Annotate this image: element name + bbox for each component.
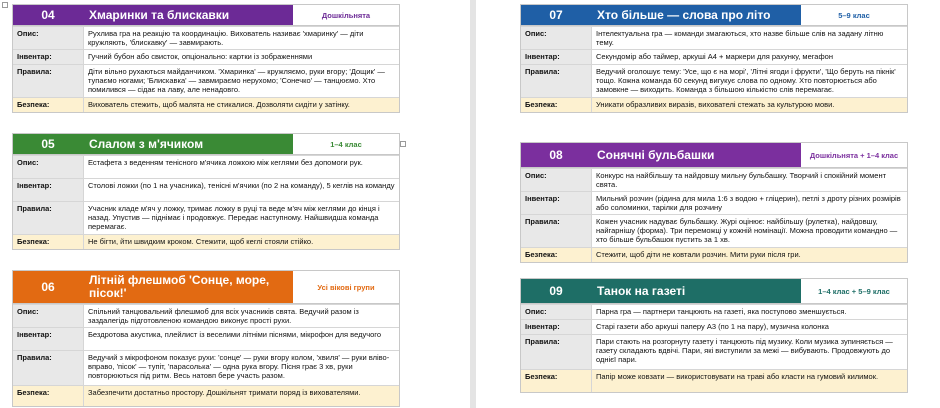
card-number: 04: [13, 5, 83, 25]
card-number: 07: [521, 5, 591, 25]
card-row: [13, 304, 399, 327]
row-value: Пари стають на розгорнуту газету і танцюють під музику. Коли музика зупиняється — газету складають вдвічі. Пари, які виступили за межі — вибувають. Продовжують до однієї пари.: [591, 335, 907, 369]
card-title: Слалом з м'ячиком: [83, 134, 293, 154]
card-row: [13, 178, 399, 201]
row-value: Забезпечити достатньо простору. Дошкільнят тримати поряд із вихователями.: [83, 386, 399, 406]
row-value: Учасник кладе м'яч у ложку, тримає ложку в руці та веде м'яч між кеглями до кінця і назад. Упустив — піднімає і продовжує. Передає наступному. Найшвидша команда перемагає.: [83, 202, 399, 234]
age-badge: 1–4 клас: [293, 134, 399, 154]
row-value: Ведучий з мікрофоном показує рухи: 'сонце' — руки вгору колом, 'хвиля' — руки вліво-вправо, 'пісок' — тупіт, 'парасолька' — одна рука вгору. Пісня грає 3 хв, руки повторюються під ритм. Весь натовп бере участь разом.: [83, 351, 399, 385]
row-value: Вихователь стежить, щоб малята не стикалися. Дозволяти сидіти у затінку.: [83, 98, 399, 112]
row-value: Стежити, щоб діти не ковтали розчин. Мити руки після гри.: [591, 248, 907, 262]
row-label: Правила:: [13, 351, 83, 385]
card-row: [13, 97, 399, 112]
row-value: Ведучий оголошує тему: 'Усе, що є на морі', 'Літні ягоди і фрукти', 'Що беруть на пікнік' тощо. Кожна команда 60 секунд вигукує слова по одному. Хто повторюється або замовкне — виходить. Команда з більшою кількістю слів перемагає.: [591, 65, 907, 97]
game-card-5: [520, 278, 908, 393]
card-header: [13, 271, 399, 304]
row-label: Безпека:: [13, 386, 83, 406]
row-label: Інвентар:: [521, 192, 591, 214]
row-value: Естафета з веденням тенісного м'ячика ложкою між кеглями без допомоги рук.: [83, 156, 399, 178]
age-badge: Дошкільнята + 1–4 клас: [801, 143, 907, 167]
age-badge: 1–4 клас + 5–9 клас: [801, 279, 907, 303]
card-row: [13, 155, 399, 178]
card-row: [13, 201, 399, 234]
card-row: [521, 304, 907, 319]
age-badge: 5–9 клас: [801, 5, 907, 25]
row-value: Спільний танцювальний флешмоб для всіх учасників свята. Ведучий разом із заздалегідь підготовленою командою виконує прості рухи.: [83, 305, 399, 327]
age-badge: Усі вікові групи: [293, 271, 399, 303]
row-label: Безпека:: [521, 248, 591, 262]
game-card-0: [12, 4, 400, 113]
row-label: Опис:: [13, 156, 83, 178]
row-value: Уникати образливих виразів, вихователі стежать за культурою мови.: [591, 98, 907, 112]
game-card-2: [12, 270, 400, 407]
row-label: Інвентар:: [13, 328, 83, 350]
card-row: [13, 350, 399, 385]
row-value: Парна гра — партнери танцюють на газеті, яка поступово зменшується.: [591, 305, 907, 319]
card-row: [13, 49, 399, 64]
game-card-3: [520, 4, 908, 113]
card-title: Танок на газеті: [591, 279, 801, 303]
card-row: [521, 26, 907, 49]
card-number: 05: [13, 134, 83, 154]
card-row: [521, 214, 907, 247]
row-value: Столові ложки (по 1 на учасника), тенісні м'ячики (по 2 на команду), 5 кеглів на команду: [83, 179, 399, 201]
card-header: [13, 5, 399, 26]
card-number: 09: [521, 279, 591, 303]
row-label: Опис:: [521, 169, 591, 191]
row-label: Інвентар:: [13, 179, 83, 201]
card-header: [521, 143, 907, 168]
row-label: Безпека:: [13, 98, 83, 112]
row-label: Безпека:: [521, 98, 591, 112]
row-value: Секундомір або таймер, аркуші А4 + маркери для рахунку, мегафон: [591, 50, 907, 64]
row-value: Рухлива гра на реакцію та координацію. Вихователь називає 'хмаринку' — діти кружляють, 'блискавку' — завмирають.: [83, 27, 399, 49]
row-label: Опис:: [13, 305, 83, 327]
game-card-4: [520, 142, 908, 263]
row-value: Гучний бубон або свисток, опціонально: картки із зображеннями: [83, 50, 399, 64]
card-row: [521, 168, 907, 191]
corner-mark: [400, 141, 406, 147]
card-header: [13, 134, 399, 155]
card-row: [521, 319, 907, 334]
card-title: Хмаринки та блискавки: [83, 5, 293, 25]
row-label: Інвентар:: [521, 50, 591, 64]
card-number: 06: [13, 271, 83, 303]
card-title: Хто більше — слова про літо: [591, 5, 801, 25]
row-label: Правила:: [13, 202, 83, 234]
row-value: Старі газети або аркуші паперу А3 (по 1 на пару), музична колонка: [591, 320, 907, 334]
row-value: Інтелектуальна гра — команди змагаються, хто назве більше слів на задану літню тему.: [591, 27, 907, 49]
row-value: Бездротова акустика, плейлист із веселими літніми піснями, мікрофон для ведучого: [83, 328, 399, 350]
row-label: Опис:: [521, 305, 591, 319]
card-header: [521, 279, 907, 304]
row-label: Інвентар:: [13, 50, 83, 64]
card-row: [13, 26, 399, 49]
card-row: [521, 64, 907, 97]
card-row: [521, 247, 907, 262]
row-value: Кожен учасник надуває бульбашку. Журі оцінює: найбільшу (рулетка), найдовшу, найгарнішу (форма). Три переможці у кожній номінації. Можна проводити командно — хто більше бульбашок пустить за 1 хв.: [591, 215, 907, 247]
card-row: [521, 191, 907, 214]
card-row: [13, 385, 399, 406]
row-label: Правила:: [521, 65, 591, 97]
row-value: Діти вільно рухаються майданчиком. 'Хмаринка' — кружляємо, руки вгору; 'Дощик' — тупаємо ногами; 'Блискавка' — завмираємо нерухомо; 'Сонечко' — танцюємо. Хто помилився — сідає на лаву, але ненадовго.: [83, 65, 399, 97]
row-label: Опис:: [521, 27, 591, 49]
game-card-1: [12, 133, 400, 250]
row-label: Правила:: [13, 65, 83, 97]
card-number: 08: [521, 143, 591, 167]
card-row: [13, 327, 399, 350]
row-value: Конкурс на найбільшу та найдовшу мильну бульбашку. Творчий і спокійний момент свята.: [591, 169, 907, 191]
card-title: Сонячні бульбашки: [591, 143, 801, 167]
row-value: Не бігти, йти швидким кроком. Стежити, щоб кеглі стояли стійко.: [83, 235, 399, 249]
row-label: Правила:: [521, 215, 591, 247]
row-label: Безпека:: [521, 370, 591, 392]
card-row: [13, 64, 399, 97]
row-label: Правила:: [521, 335, 591, 369]
row-value: Мильний розчин (рідина для мила 1:6 з водою + гліцерин), петлі з дроту різних розмірів або соломинки, тарілки для розчину: [591, 192, 907, 214]
age-badge: Дошкільнята: [293, 5, 399, 25]
row-value: Папір може ковзати — використовувати на траві або класти на гумовий килимок.: [591, 370, 907, 392]
corner-mark: [2, 2, 8, 8]
card-row: [521, 369, 907, 392]
card-header: [521, 5, 907, 26]
card-row: [521, 49, 907, 64]
card-title: Літній флешмоб 'Сонце, море, пісок!': [83, 271, 293, 303]
card-row: [521, 334, 907, 369]
row-label: Опис:: [13, 27, 83, 49]
card-row: [13, 234, 399, 249]
card-row: [521, 97, 907, 112]
row-label: Інвентар:: [521, 320, 591, 334]
row-label: Безпека:: [13, 235, 83, 249]
